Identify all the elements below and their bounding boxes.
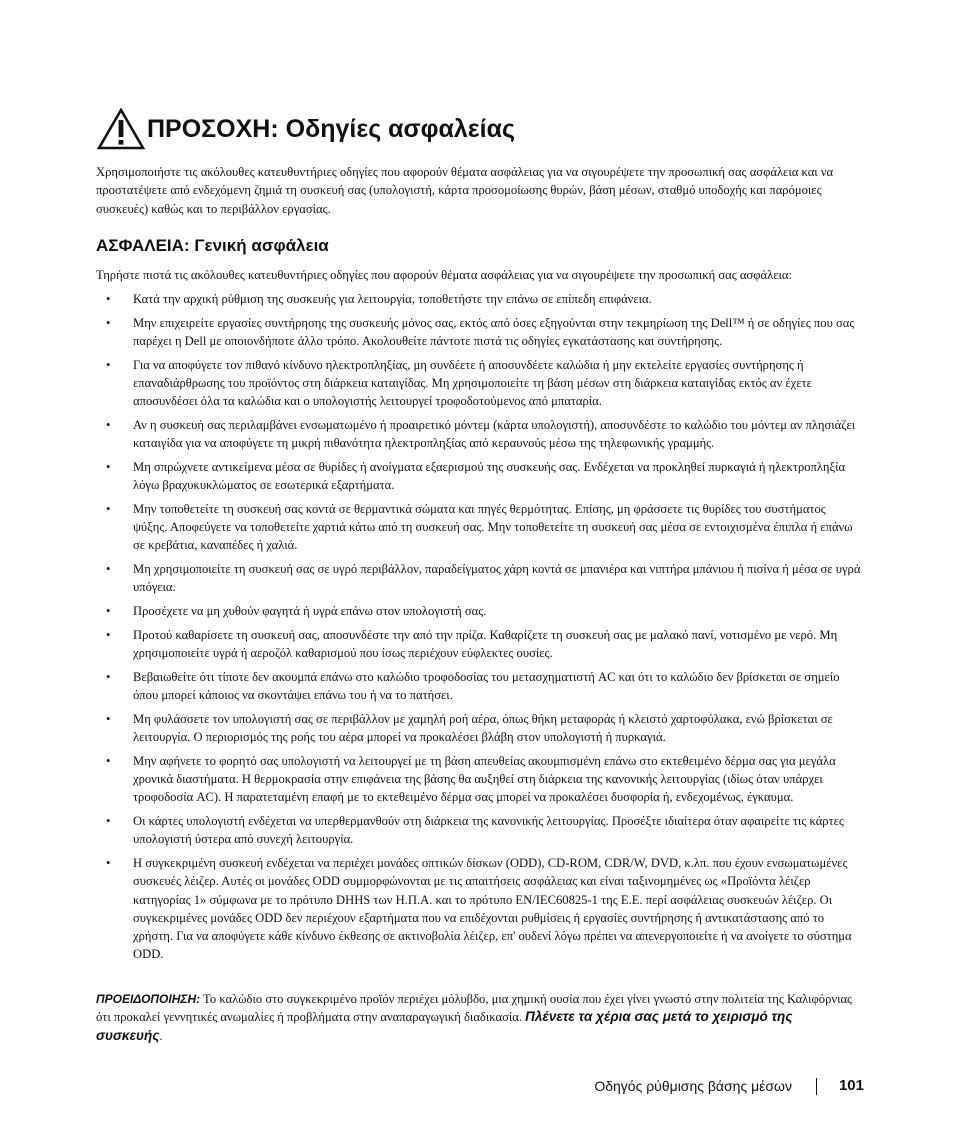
list-item [96, 854, 861, 963]
page-title: ΠΡΟΣΟΧΗ: Οδηγίες ασφαλείας [147, 115, 515, 143]
list-item-text: Μη χρησιμοποιείτε τη συσκευή σας σε υγρό περιβάλλον, παραδείγματος χάρη κοντά σε μπανιέρα και νιπτήρα μπάνιου ή πισίνα ή μέσα σε υγρά υπόγεια. [133, 562, 861, 595]
list-item-text: Οι κάρτες υπολογιστή ενδέχεται να υπερθερμανθούν στη διάρκεια της κανονικής λειτουργίας. Προσέξτε ιδιαίτερα όταν αφαιρείτε τις κάρτες υπολογιστή ύστερα από συνεχή λειτουργία. [133, 814, 844, 847]
bullet: • [106, 628, 111, 642]
warning-triangle-icon [97, 108, 145, 150]
list-item-text: Για να αποφύγετε τον πιθανό κίνδυνο ηλεκτροπληξίας, μη συνδέετε ή αποσυνδέετε καλώδια ή μην εκτελείτε εργασίες συντήρησης ή επαναδιάρθρωσης του προϊόντος στη διάρκεια καταιγίδας. Μη χρησιμοποιείτε τη βάση μέσων στη διάρκεια καταιγίδας εκτός αν έχετε αποσυνδέσει όλα τα καλώδια και ο υπολογιστής λειτουργεί τροφοδοτούμενος από μπαταρία. [133, 357, 812, 409]
list-item-text: Αν η συσκευή σας περιλαμβάνει ενσωματωμένο ή προαιρετικό μόντεμ (κάρτα υπολογιστή), αποσυνδέστε το καλώδιο του μόντεμ αν πλησιάζει καταιγίδα για να αποφύγετε τη μικρή πιθανότητα ηλεκτροπληξίας από κεραυνούς μέσω της τηλεφωνικής γραμμής. [133, 418, 856, 451]
bullet: • [106, 460, 111, 474]
list-item [96, 500, 861, 555]
notice-paragraph [96, 990, 861, 1045]
bullet: • [106, 712, 111, 726]
list-item [96, 356, 861, 411]
list-item [96, 290, 861, 308]
list-item [96, 314, 861, 350]
list-item-text: Προτού καθαρίσετε τη συσκευή σας, αποσυνδέστε την από την πρίζα. Καθαρίζετε τη συσκευή σας με μαλακό πανί, νοτισμένο με νερό. Μη χρησιμοποιείτε υγρά ή αεροζόλ καθαρισμού που ίσως περιέχουν εύφλεκτες ουσίες. [133, 628, 838, 661]
notice-emphasis: Πλένετε τα χέρια σας μετά το χειρισμό της συσκευής [96, 1009, 793, 1043]
list-item-text: Προσέχετε να μη χυθούν φαγητά ή υγρά επάνω στον υπολογιστή σας. [133, 604, 487, 619]
bullet: • [106, 292, 111, 306]
bullet: • [106, 315, 111, 330]
intro-paragraph: Χρησιμοποιήστε τις ακόλουθες κατευθυντήριες οδηγίες που αφορούν θέματα ασφάλειας για να σιγουρέψετε την προσωπική σας ασφάλεια και να προστατέψετε από ενδεχόμενη ζημιά τη συσκευή σας (υπολογιστή, κάρτα προσομοίωσης θυρών, βάση μέσων, σταθμό υποδοχής και παρόμοιες συσκευές) καθώς και το περιβάλλον εργασίας. [96, 165, 834, 216]
list-item-text: Μη φυλάσσετε τον υπολογιστή σας σε περιβάλλον με χαμηλή ροή αέρα, όπως θήκη μεταφοράς ή κλειστό χαρτοφύλακα, ενώ βρίσκεται σε λειτουργία. Ο περιορισμός της ροής του αέρα μπορεί να προκαλέσει βλάβη στον υπολογιστή ή πυρκαγιά. [133, 712, 833, 745]
list-item [96, 668, 861, 704]
list-item [96, 458, 861, 494]
list-item-text: Μην επιχειρείτε εργασίες συντήρησης της συσκευής μόνος σας, εκτός από όσες εξηγούνται στην τεκμηρίωση της Dell™ ή σε οδηγίες που σας παρέχει η Dell με οποιονδήποτε άλλο τρόπο. Ακολουθείτε πάντοτε πιστά τις οδηγίες εγκατάστασης και συντήρησης. [133, 315, 855, 348]
footer-title: Οδηγός ρύθμισης βάσης μέσων [594, 1078, 792, 1094]
list-item-text: Βεβαιωθείτε ότι τίποτε δεν ακουμπά επάνω στο καλώδιο τροφοδοσίας του μετασχηματιστή AC και ότι το καλώδιο δεν βρίσκεται σε σημείο όπου μπορεί κάποιος να σκοντάψει επάνω του ή να το πατήσει. [133, 670, 840, 703]
notice-end: . [159, 1028, 163, 1043]
list-item-text: Μη σπρώχνετε αντικείμενα μέσα σε θυρίδες ή ανοίγματα εξαερισμού της συσκευής σας. Ενδέχεται να προκληθεί πυρκαγιά ή ηλεκτροπληξία λόγω βραχυκυκλώματος σε εσωτερικά εξαρτήματα. [133, 460, 846, 493]
page-footer [594, 1076, 864, 1096]
safety-list [96, 290, 861, 969]
section-lead: Τηρήστε πιστά τις ακόλουθες κατευθυντήριες οδηγίες που αφορούν θέματα ασφάλειας για να σιγουρέψετε την προσωπική σας ασφάλεια: [96, 268, 793, 282]
bullet: • [106, 502, 111, 516]
list-item [96, 710, 861, 746]
list-item [96, 812, 861, 848]
list-item [96, 752, 861, 807]
list-item-text: Μην αφήνετε το φορητό σας υπολογιστή να λειτουργεί με τη βάση απευθείας ακουμπισμένη επάνω στο εκτεθειμένο δέρμα σας για μεγάλα χρονικά διαστήματα. Η θερμοκρασία στην επιφάνεια της βάσης θα αυξηθεί στη διάρκεια της κανονικής λειτουργίας (ιδίως όταν υπάρχει τροφοδοσία AC). Η παρατεταμένη επαφή με το εκτεθειμένο δέρμα σας μπορεί να προκαλέσει δυσφορία ή, ενδεχομένως, έγκαυμα. [133, 754, 836, 805]
bullet: • [106, 670, 111, 684]
notice-label: ΠΡΟΕΙΔΟΠΟΙΗΣΗ: [96, 992, 201, 1006]
notice-text: Το καλώδιο στο συγκεκριμένο προϊόν περιέχει μόλυβδο, μια χημική ουσία που έχει γίνει γνωστό στην πολιτεία της Καλιφόρνιας ότι προκαλεί γεννητικές ανωμαλίες ή προβλήματα στην αναπαραγωγική διαδικασία. [96, 992, 853, 1025]
bullet: • [106, 754, 111, 768]
list-item-text: Η συγκεκριμένη συσκευή ενδέχεται να περιέχει μονάδες οπτικών δίσκων (ODD), CD-ROM, CDR/W, DVD, κ.λπ. που έχουν ενσωματωμένες συσκευές λέιζερ. Αυτές οι μονάδες ODD συμμορφώνονται με τις απαιτήσεις ασφάλειας και είναι ταξινομημένες ως «Προϊόντα λέιζερ κατηγορίας 1» σύμφωνα με το πρότυπο DHHS των Η.Π.Α. και το πρότυπο EN/IEC60825-1 της Ε.Ε. περί ασφάλειας συσκευών λέιζερ. Οι συγκεκριμένες μονάδες ODD δεν περιέχουν εξαρτήματα που να επιδέχονται ρυθμίσεις ή εργασίες συντήρησης ή αντικατάστασης από το χρήστη. Για να αποφύγετε κάθε κίνδυνο έκθεσης σε ακτινοβολία λέιζερ, επ' ουδενί λόγω πρέπει να απενεργοποιείτε ή να ανοίγετε το σύστημα ODD. [133, 856, 852, 962]
list-item [96, 416, 861, 452]
list-item-text: Κατά την αρχική ρύθμιση της συσκευής για λειτουργία, τοποθετήστε την επάνω σε επίπεδη επιφάνεια. [133, 292, 652, 306]
bullet: • [106, 562, 111, 577]
list-item [96, 602, 861, 620]
footer-divider [816, 1078, 817, 1095]
list-item-text: Μην τοποθετείτε τη συσκευή σας κοντά σε θερμαντικά σώματα και πηγές θερμότητας. Επίσης, μη φράσσετε τις θυρίδες του συστήματος ψύξης. Αποφεύγετε να τοποθετείτε χαρτιά κάτω από τη συσκευή σας. Μην τοποθετείτε τη συσκευή σας μέσα σε εντοιχισμένα έπιπλα ή επάνω σε κρεβάτια, καναπέδες ή χαλιά. [133, 502, 853, 553]
title-block [97, 106, 857, 152]
bullet: • [106, 856, 111, 871]
bullet: • [106, 418, 111, 432]
list-item [96, 560, 861, 596]
bullet: • [106, 357, 111, 372]
section-heading: ΑΣΦΑΛΕΙΑ: Γενική ασφάλεια [96, 236, 329, 255]
list-item [96, 626, 861, 662]
page-number: 101 [838, 1077, 864, 1094]
bullet: • [106, 604, 111, 619]
bullet: • [106, 814, 111, 829]
